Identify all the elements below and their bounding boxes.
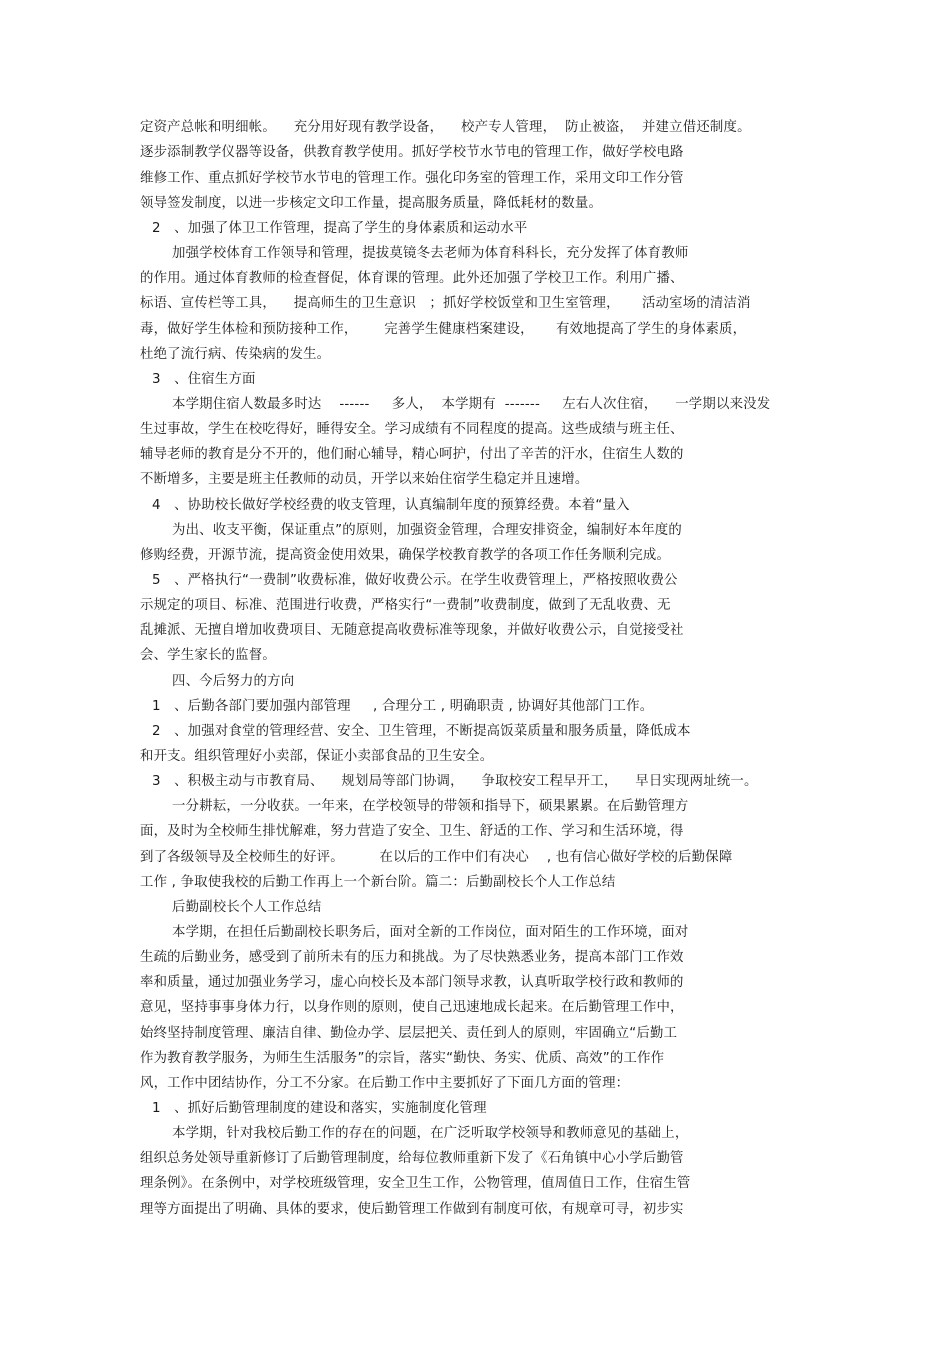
text-line: 生疏的后勤业务，感受到了前所未有的压力和挑战。为了尽快熟悉业务，提高本部门工作效 <box>140 950 684 965</box>
text-line: 加强学校体育工作领导和管理，提拔莫镜冬去老师为体育科科长，充分发挥了体育教师 <box>172 246 689 261</box>
text-line: 示规定的项目、标准、范围进行收费，严格实行“一费制”收费制度，做到了无乱收费、无 <box>140 598 671 613</box>
section-heading: 3 、住宿生方面 <box>152 372 256 387</box>
text-line: 理等方面提出了明确、具体的要求，使后勤管理工作做到有制度可依，有规章可寻，初步实 <box>140 1202 684 1217</box>
text-line: 辅导老师的教育是分不开的，他们耐心辅导，精心呵护，付出了辛苦的汗水，住宿生人数的 <box>140 447 684 462</box>
text-line: 理条例》。在条例中，对学校班级管理，安全卫生工作，公物管理，值周值日工作，住宿生管 <box>140 1176 691 1191</box>
text-line: 率和质量，通过加强业务学习，虚心向校长及本部门领导求教，认真听取学校行政和教师的 <box>140 975 684 990</box>
section-heading: 5 、严格执行“一费制”收费标准，做好收费公示。在学生收费管理上，严格按照收费公 <box>152 573 678 588</box>
text-line: 本学期住宿人数最多时达 ------ 多人， 本学期有 ------- 左右人次住宿， 一学期以来没发 <box>172 397 771 412</box>
section-heading: 四、今后努力的方向 <box>172 674 295 689</box>
text-line: 逐步添制教学仪器等设备，供教育教学使用。抓好学校节水节电的管理工作，做好学校电路 <box>140 145 684 160</box>
text-line: 领导签发制度，以进一步核定文印工作量，提高服务质量，降低耗材的数量。 <box>140 196 603 211</box>
text-line: 为出、收支平衡，保证重点”的原则，加强资金管理，合理安排资金，编制好本年度的 <box>172 523 682 538</box>
text-line: 杜绝了流行病、传染病的发生。 <box>140 347 331 362</box>
text-line: 到了各级领导及全校师生的好评。 在以后的工作中们有决心 , 也有信心做好学校的后勤保障 <box>140 850 733 865</box>
section-heading: 4 、协助校长做好学校经费的收支管理，认真编制年度的预算经费。本着“量入 <box>152 498 630 513</box>
text-line: 修购经费，开源节流，提高资金使用效果，确保学校教育教学的各项工作任务顺利完成。 <box>140 548 671 563</box>
text-line: 会、学生家长的监督。 <box>140 648 276 663</box>
text-line: 本学期，在担任后勤副校长职务后，面对全新的工作岗位，面对陌生的工作环境，面对 <box>172 925 689 940</box>
text-line: 始终坚持制度管理、廉洁自律、勤俭办学、层层把关、责任到人的原则，牢固确立“后勤工 <box>140 1026 678 1041</box>
list-item: 3 、积极主动与市教育局、 规划局等部门协调， 争取校安工程早开工， 早日实现两址统一。 <box>152 774 758 789</box>
text-line: 意见，坚持事事身体力行，以身作则的原则，使自己迅速地成长起来。在后勤管理工作中， <box>140 1000 684 1015</box>
text-line: 毒，做好学生体检和预防接种工作， 完善学生健康档案建设， 有效地提高了学生的身体素质， <box>140 322 747 337</box>
text-line: 定资产总帐和明细帐。 充分用好现有教学设备， 校产专人管理， 防止被盗， 并建立借还制度。 <box>140 120 751 135</box>
document-title: 后勤副校长个人工作总结 <box>172 900 322 915</box>
text-line: 面，及时为全校师生排忧解难，努力营造了安全、卫生、舒适的工作、学习和生活环境，得 <box>140 824 684 839</box>
section-heading: 2 、加强了体卫工作管理，提高了学生的身体素质和运动水平 <box>152 221 528 236</box>
list-item: 2 、加强对食堂的管理经营、安全、卫生管理，不断提高饭菜质量和服务质量，降低成本 <box>152 724 691 739</box>
text-line: 工作 , 争取使我校的后勤工作再上一个新台阶。篇二：后勤副校长个人工作总结 <box>140 875 616 890</box>
text-line: 标语、宣传栏等工具， 提高师生的卫生意识 ；抓好学校饭堂和卫生室管理， 活动室场的清洁消 <box>140 296 751 311</box>
text-line: 和开支。组织管理好小卖部，保证小卖部食品的卫生安全。 <box>140 749 494 764</box>
list-item: 1 、后勤各部门要加强内部管理 , 合理分工 , 明确职责 , 协调好其他部门工作。 <box>152 699 654 714</box>
section-heading: 1 、抓好后勤管理制度的建设和落实，实施制度化管理 <box>152 1101 487 1116</box>
text-line: 风，工作中团结协作，分工不分家。在后勤工作中主要抓好了下面几方面的管理： <box>140 1076 630 1091</box>
text-line: 一分耕耘，一分收获。一年来，在学校领导的带领和指导下，硕果累累。在后勤管理方 <box>172 799 689 814</box>
text-line: 组织总务处领导重新修订了后勤管理制度，给每位教师重新下发了《石角镇中心小学后勤管 <box>140 1151 684 1166</box>
text-line: 乱摊派、无擅自增加收费项目、无随意提高收费标准等现象，并做好收费公示，自觉接受社 <box>140 623 684 638</box>
text-line: 作为教育教学服务，为师生生活服务”的宗旨，落实“勤快、务实、优质、高效”的工作作 <box>140 1051 665 1066</box>
text-line: 不断增多，主要是班主任教师的动员，开学以来始住宿学生稳定并且速增。 <box>140 472 589 487</box>
text-line: 生过事故，学生在校吃得好，睡得安全。学习成绩有不同程度的提高。这些成绩与班主任、 <box>140 422 684 437</box>
text-line: 本学期，针对我校后勤工作的存在的问题，在广泛听取学校领导和教师意见的基础上， <box>172 1126 689 1141</box>
text-line: 的作用。通过体育教师的检查督促，体育课的管理。此外还加强了学校卫工作。利用广播、 <box>140 271 684 286</box>
text-line: 维修工作、重点抓好学校节水节电的管理工作。强化印务室的管理工作，采用文印工作分管 <box>140 171 684 186</box>
